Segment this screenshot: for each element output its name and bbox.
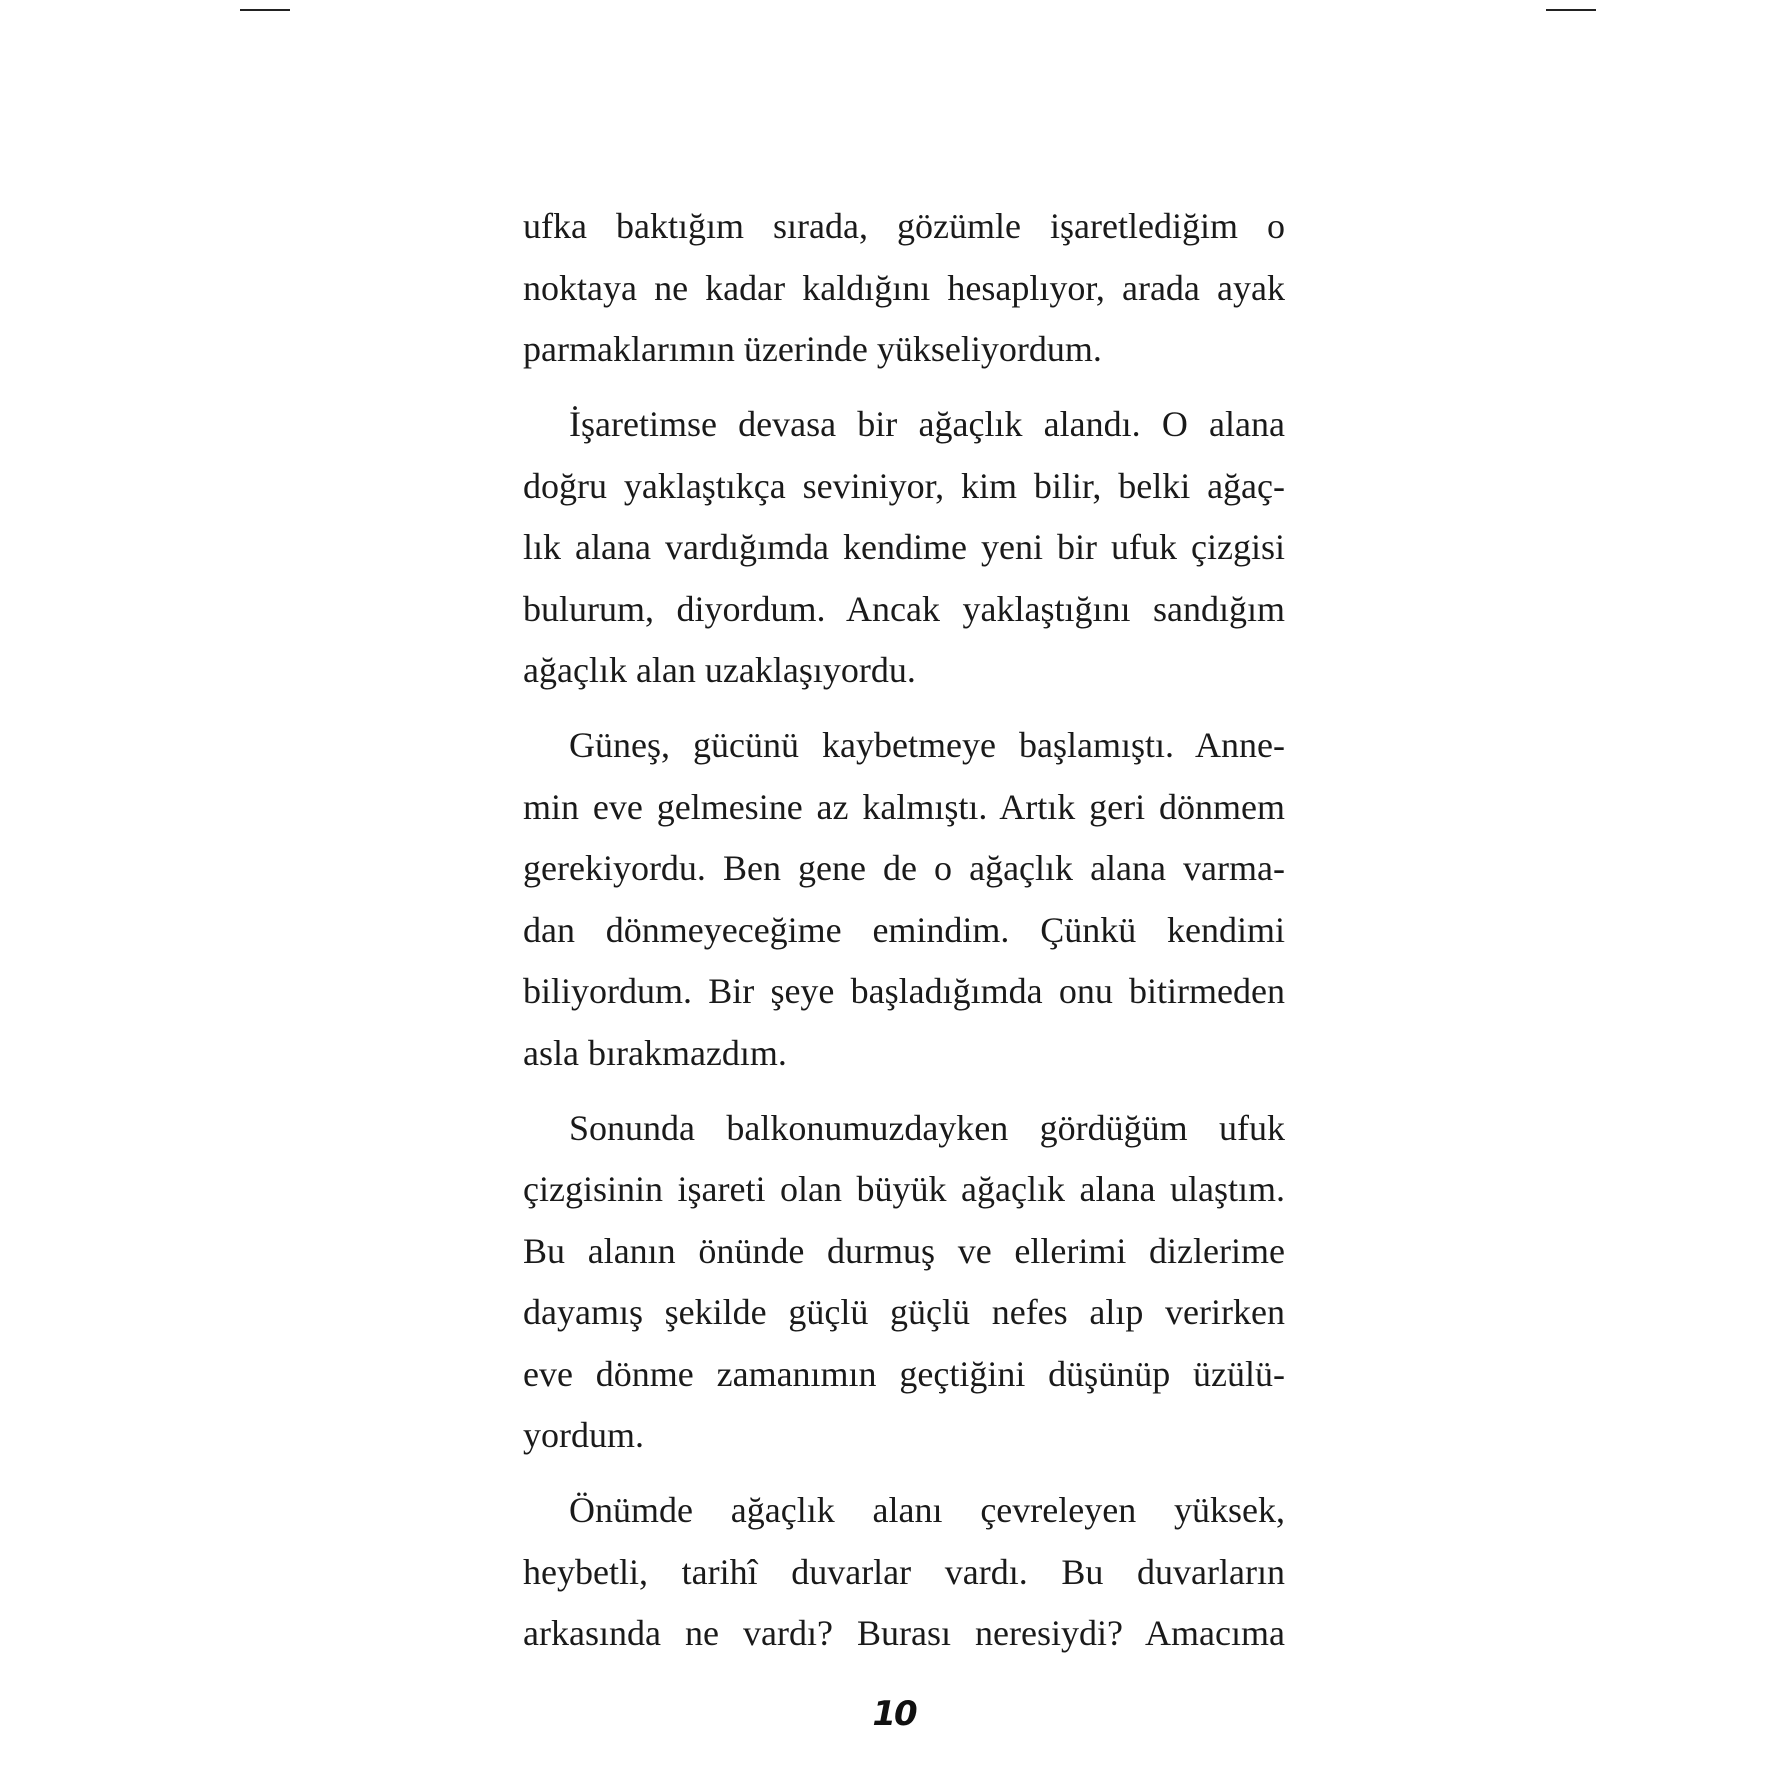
body-text — [523, 196, 1285, 1665]
crop-mark-left — [240, 9, 290, 11]
text-line: asla bırakmazdım. — [523, 1032, 787, 1073]
text-line: noktaya ne kadar kaldığını hesaplıyor, arada ayak — [523, 267, 1285, 308]
text-line: parmaklarımın üzerinde yükseliyordum. — [523, 329, 1102, 369]
paragraph-5 — [523, 1480, 1285, 1665]
text-line: eve dönme zamanımın geçtiğini düşünüp üzülü- — [523, 1353, 1285, 1394]
paragraph-3 — [523, 715, 1285, 1084]
text-line: Önümde ağaçlık alanı çevreleyen yüksek, — [569, 1490, 1285, 1530]
text-line: dan dönmeyeceğime emindim. Çünkü kendimi — [523, 909, 1285, 950]
text-line: dayamış şekilde güçlü güçlü nefes alıp verirken — [523, 1292, 1285, 1332]
text-line: gerekiyordu. Ben gene de o ağaçlık alana varma- — [523, 848, 1285, 888]
text-line: heybetli, tarihî duvarlar vardı. Bu duvarların — [523, 1551, 1285, 1592]
text-line: lık alana vardığımda kendime yeni bir ufuk çizgisi — [523, 527, 1285, 567]
text-line: yordum. — [523, 1415, 644, 1455]
text-line: min eve gelmesine az kalmıştı. Artık geri dönmem — [523, 786, 1285, 827]
text-line: ağaçlık alan uzaklaşıyordu. — [523, 650, 916, 690]
crop-mark-right — [1546, 9, 1596, 11]
text-line: çizgisinin işareti olan büyük ağaçlık alana ulaştım. — [523, 1169, 1285, 1209]
page-number: 10 — [872, 1694, 916, 1734]
paragraph-2 — [523, 394, 1285, 702]
text-line: arkasında ne vardı? Burası neresiydi? Amacıma — [523, 1613, 1285, 1653]
text-line: doğru yaklaştıkça seviniyor, kim bilir, belki ağaç- — [523, 465, 1285, 506]
paragraph-1 — [523, 196, 1285, 381]
paragraph-4 — [523, 1098, 1285, 1467]
text-line: biliyordum. Bir şeye başladığımda onu bitirmeden — [523, 971, 1285, 1011]
text-line: İşaretimse devasa bir ağaçlık alandı. O alana — [569, 404, 1285, 444]
text-line: Bu alanın önünde durmuş ve ellerimi dizlerime — [523, 1230, 1285, 1271]
text-line: bulurum, diyordum. Ancak yaklaştığını sandığım — [523, 588, 1285, 629]
text-line: Güneş, gücünü kaybetmeye başlamıştı. Anne- — [569, 725, 1285, 765]
text-line: ufka baktığım sırada, gözümle işaretlediğim o — [523, 206, 1285, 246]
text-line: Sonunda balkonumuzdayken gördüğüm ufuk — [569, 1107, 1285, 1148]
